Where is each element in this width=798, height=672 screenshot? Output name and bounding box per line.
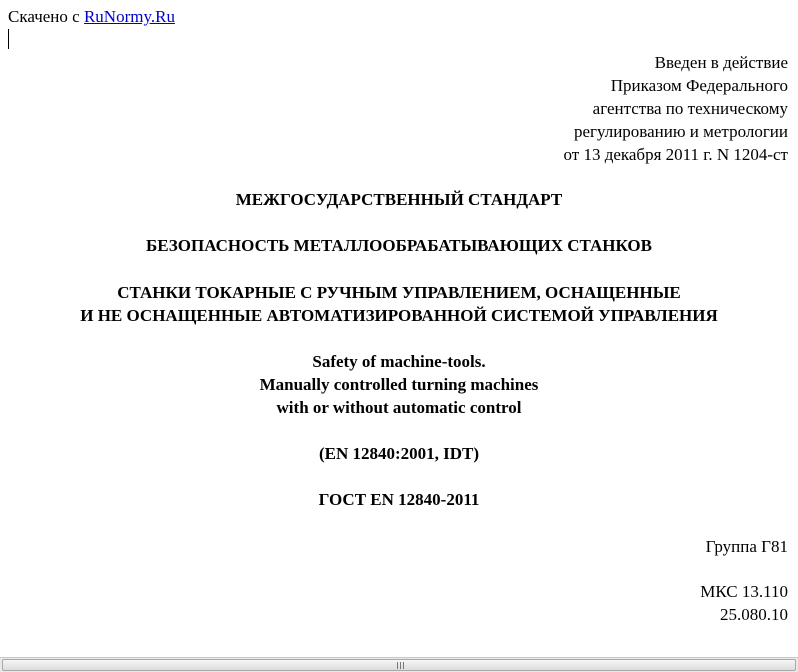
text-cursor [8,29,9,49]
russian-title-line: И НЕ ОСНАЩЕННЫЕ АВТОМАТИЗИРОВАННОЙ СИСТЕМОЙ УПРАВЛЕНИЯ [80,306,718,325]
english-title [0,350,798,419]
approval-line: регулированию и метрологии [573,122,788,141]
equivalence-text: (EN 12840:2001, IDT) [318,444,480,463]
classification-group [706,535,788,558]
approval-line: Приказом Федерального [610,76,788,95]
scrollbar-thumb[interactable] [2,659,796,671]
equivalence-note [0,442,798,465]
scroll-grip-icon [397,662,406,669]
mks-code-line: 25.080.10 [720,605,788,624]
english-title-line: Safety of machine-tools. [312,352,486,371]
mks-codes [700,580,788,626]
source-link[interactable]: RuNormy.Ru [83,7,175,26]
approval-block [563,51,788,166]
subject-title [0,234,798,257]
approval-line: агентства по техническому [592,99,788,118]
standard-type-title-text: МЕЖГОСУДАРСТВЕННЫЙ СТАНДАРТ [235,190,563,209]
russian-title-line: СТАНКИ ТОКАРНЫЕ С РУЧНЫМ УПРАВЛЕНИЕМ, ОСНАЩЕННЫЕ [117,283,681,302]
standard-designation [0,488,798,511]
english-title-line: Manually controlled turning machines [259,375,539,394]
approval-line: Введен в действие [654,53,788,72]
classification-group-text: Группа Г81 [705,537,788,556]
mks-code-line: МКС 13.110 [700,582,788,601]
source-prefix: Скачено с [8,7,84,26]
standard-designation-text: ГОСТ EN 12840-2011 [318,490,480,509]
standard-type-title [0,188,798,211]
russian-title [0,281,798,327]
subject-title-text: БЕЗОПАСНОСТЬ МЕТАЛЛООБРАБАТЫВАЮЩИХ СТАНКОВ [146,236,652,255]
horizontal-scrollbar[interactable] [0,657,798,672]
source-attribution [8,5,175,28]
english-title-line: with or without automatic control [276,398,522,417]
approval-line: от 13 декабря 2011 г. N 1204-ст [563,145,788,164]
